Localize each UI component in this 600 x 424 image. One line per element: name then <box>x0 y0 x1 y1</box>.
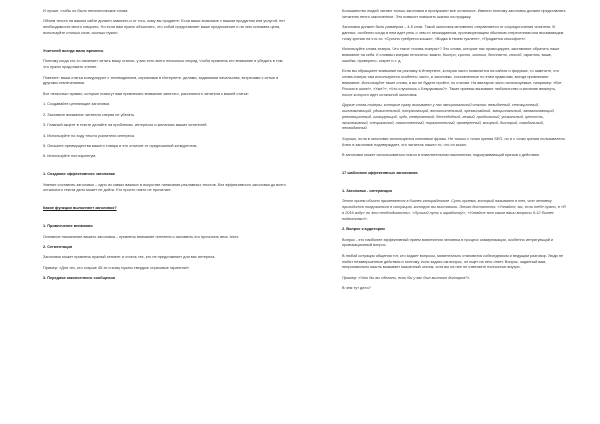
right-heading: 1. Заголовок - интерапция <box>342 188 392 193</box>
right-paragraph: Хорошо, если в заголовке используются ключевые фразы. Не только с точки зрения SEO, но и с точки зрения пользователя. Ключ в заголовке подтверждает, что читатель нашел то, что он искал. <box>342 136 566 147</box>
left-heading: 3. Передача законченного сообщения <box>43 276 115 281</box>
right-paragraph: В чем тут дело? <box>342 286 371 291</box>
right-heading: 2. Вопрос к аудитории <box>342 227 385 232</box>
left-column <box>43 9 290 424</box>
right-paragraph: Другие слова-тизеры, которые сразу вызывают у нас эмоциональный отклик: невиданный, сенсационный, ошеломляющий, удивительный, потрясающий, восхитительный, чрезвычайный, эмоциональный, захватывающий, революционный, шокирующий, чудо, невероятный, бесподобный, легкий, прибыльный, уникальный, ценность, эксклюзивный, специальный, таинственный, поразительный, проверенный, мощный, быстрый, скандальный, неожиданный. <box>342 103 555 131</box>
left-link-heading[interactable]: Какие функции выполняет заголовок? <box>43 206 117 211</box>
left-paragraph: Пример: «Для тех, кто старше 45-ти и кому нужны твердые страховые гарантии!». <box>43 265 191 270</box>
left-paragraph: Вот несколько правил, которые помогут вам привлекать внимание занятого, рассеянного читателя к вашей статье: <box>43 91 249 96</box>
left-paragraph: Помните: ваши статьи конкурируют с телевидением, сериалами в Интернете, делами, заданиями начальства, встречами с сетью и другими отвлечениями. <box>43 75 279 86</box>
right-paragraph: Если вы обращаете внимание на рекламу в Интернете, которая часто появляется на сайтах и форумах, то заметите, что слова-тизеры там используются особенно часто, и заголовки, составленные по этим правилам, всегда привлекают внимание. Используйте такие слова, а вы не будете пройти, по стилям. На аватаров часто используемые, например: «Вот Россия в шоке!», «Уже?», «Что случилось с Безруковым?». Такие приемы вызывают любопытство и желание вникнуть, после которого идет остальной заголовок. <box>342 69 562 97</box>
left-heading: Учителей всегда мало времени. <box>43 48 104 53</box>
right-heading: 17 шаблонов эффективных заголовков <box>342 170 418 175</box>
left-paragraph: 4. Используйте по ходу текста усилители интереса. <box>43 133 135 138</box>
right-paragraph: Заголовок должен быть размером – 4-5 слов. Такой заголовок мгновенно отправляется от сосредоточения читателя. В данных, особенно когда в нем идет речь о чем-то неожиданном, противоречащем обычным стереотипам или вызывающем точку зрения на что-то: «Срочно требуется кошка», «Водка в твоем туалете», «Продается сексофонт». <box>342 25 564 41</box>
left-paragraph: 1. Создавайте цепляющие заголовки. <box>43 102 111 107</box>
left-paragraph: Заголовок может привлечь нужный сегмент и отсечь тех, кто не представляет для вас интереса. <box>43 255 216 260</box>
right-paragraph: Вопрос - это наиболее эффективный прием вовлечения человека в процесс коммуникации, особенно интригующий и провокационный вопрос. <box>342 237 554 248</box>
left-paragraph: Основное назначение вашего заголовка – привлечь внимание читателя и заставить его прочитать весь текст. <box>43 234 240 239</box>
right-paragraph: В любой ситуации общения тот, кто задает вопросы, моментально становится собеседником и ведущим разговор. Люди не любят незавершенные действия и поэтому, если задать им вопрос, он ищет на него ответ. Вопрос, заданный вам, непроизвольно мысль вызывает мышечный отклик, хотя вы на нее не отвечаете полностью внутри. <box>342 253 564 270</box>
left-paragraph: 3. Главный акцент в тексте делайте на проблемах, интересах и желаниях ваших читателей. <box>43 123 208 128</box>
left-heading: 1. Привлечение внимания <box>43 224 93 229</box>
left-heading: 1. Создание эффективного заголовка <box>43 172 115 177</box>
left-paragraph: Умение составить заголовок – одно из самых важных в искусстве написания рекламных текстов. Без эффективного заголовка до всего остального текста дело может не дойти. Его просто никто не прочитает. <box>43 182 286 193</box>
left-heading: 2. Сегментация <box>43 244 73 249</box>
left-paragraph: Поэтому когда кто-то начинает читать вашу статью, у вас есть всего несколько секунд, чтобы привлечь его внимание и убедить в том, что нужно продолжать чтение. <box>43 59 284 70</box>
left-paragraph: 5. Опишите преимущества вашего товара и это отличие от предложений конкурентов. <box>43 143 198 148</box>
left-paragraph: 2. Заставьте внимание читателя сперва не убегать. <box>43 112 136 117</box>
right-paragraph: Пример: «Что бы вы сделали, если бы у вас был миллион долларов?». <box>342 275 471 280</box>
left-paragraph: 6. Используйте постскриптум. <box>43 154 97 159</box>
right-paragraph: Большинство людей читают только заголовки и пропускают все остальное. Именно поэтому заголовок должен представлять читателю нечто законченное. Это повысит повысить шансы на продажу. <box>342 9 566 19</box>
right-paragraph: В заголовке может использоваться глагол в повелительном наклонении, подчеркивающий призыв к действию. <box>342 153 541 158</box>
left-paragraph: Объем текста на вашем сайте должен зависеть и от того, кому вы продаете. Если ваши знакомые с вашим продуктом или услугой, нет необходимости много говорить. Но если вам нужно объяснить, что собой представляет ваше предложение и на чем основана цена, используйте столько слов, сколько нужно. <box>43 19 285 36</box>
right-paragraph: Этот прием обычно применяется в бизнес-копирайтинге. Суть приема, который называют в тех, что человеку приходится погружаться в ситуацию, которую вы выставили. Этого достаточно: «Узнайте, вы, если тебе нужно, в «Я в 2016 году» ли это необходимость», «Лучший путь к заработку!», «Узнайте вот какие ваши вопросы 9-12 бизнес подготовки!». <box>342 199 566 221</box>
right-paragraph: Используйте слова-тизеры. Что такое «слова-тизеры»? Это слова, которые нас провоцируют, заставляют обратить наше внимание на себя. К словам-тизерам относятся: важно, быстро, срочно, сколько, бесплатно, способ, гарантия, ваше, ошибки, проверено, секрет и т. д. <box>342 47 560 63</box>
left-paragraph: И лучше, чтобы их было негипотические слова. <box>43 9 129 13</box>
right-column <box>342 9 566 424</box>
